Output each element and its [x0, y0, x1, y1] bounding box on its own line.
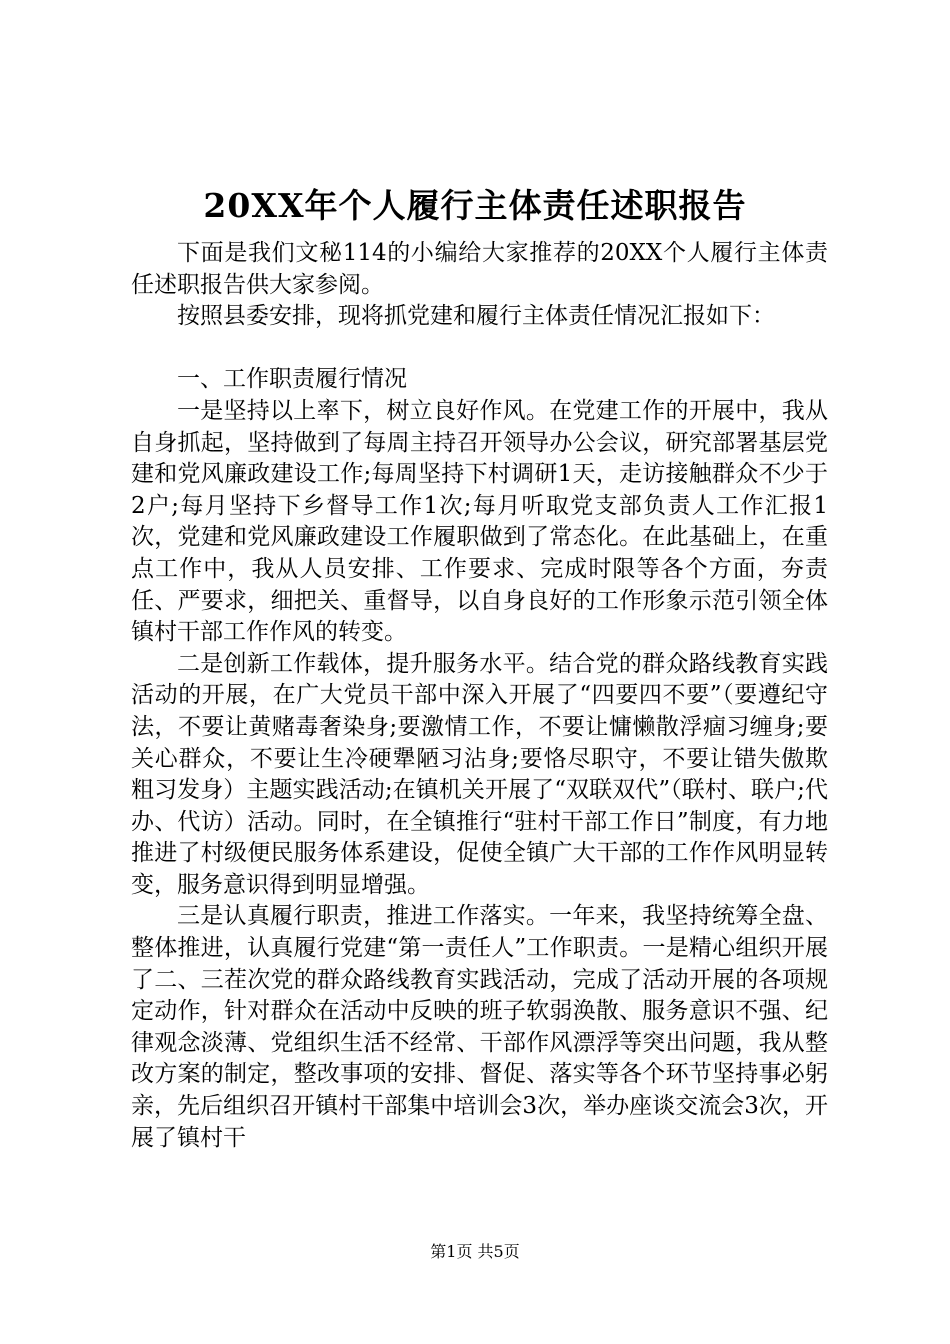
intro-paragraph: 下面是我们文秘114的小编给大家推荐的20XX个人履行主体责任述职报告供大家参阅。 — [131, 240, 828, 298]
body-paragraph-3: 三是认真履行职责，推进工作落实。一年来，我坚持统筹全盘、整体推进，认真履行党建“第一责任人”工作职责。一是精心组织开展了二、三茬次党的群众路线教育实践活动，完成了活动开展的各项规定动作，针对群众在活动中反映的班子软弱涣散、服务意识不强、纪律观念淡薄、党组织生活不经常、干部作风漂浮等突出问题，我从整改方案的制定，整改事项的安排、督促、落实等各个环节坚持事必躬亲，先后组织召开镇村干部集中培训会3次，举办座谈交流会3次，开展了镇村干 — [131, 903, 828, 1151]
page-number-footer: 第1页 共5页 — [430, 1242, 520, 1261]
section-heading: 一、工作职责履行情况 — [177, 366, 407, 393]
document-body — [131, 238, 828, 1154]
report-opening-paragraph: 按照县委安排，现将抓党建和履行主体责任情况汇报如下： — [177, 303, 775, 330]
body-paragraph-2: 二是创新工作载体，提升服务水平。结合党的群众路线教育实践活动的开展，在广大党员干部中深入开展了“四要四不要”（要遵纪守法，不要让黄赌毒奢染身;要激情工作，不要让慵懒散浮痼习缠身;要关心群众，不要让生冷硬犟陋习沾身;要恪尽职守，不要让错失傲欺粗习发身）主题实践活动;在镇机关开展了“双联双代”（联村、联户;代办、代访）活动。同时，在全镇推行“驻村干部工作日”制度，有力地推进了村级便民服务体系建设，促使全镇广大干部的工作作风明显转变，服务意识得到明显增强。 — [131, 650, 828, 898]
body-paragraph-1: 一是坚持以上率下，树立良好作风。在党建工作的开展中，我从自身抓起，坚持做到了每周主持召开领导办公会议，研究部署基层党建和党风廉政建设工作;每周坚持下村调研1天，走访接触群众不少于2户;每月坚持下乡督导工作1次;每月听取党支部负责人工作汇报1次，党建和党风廉政建设工作履职做到了常态化。在此基础上，在重点工作中，我从人员安排、工作要求、完成时限等各个方面，夯责任、严要求，细把关、重督导，以自身良好的工作形象示范引领全体镇村干部工作作风的转变。 — [131, 397, 828, 646]
document-title: 20XX年个人履行主体责任述职报告 — [203, 186, 747, 225]
